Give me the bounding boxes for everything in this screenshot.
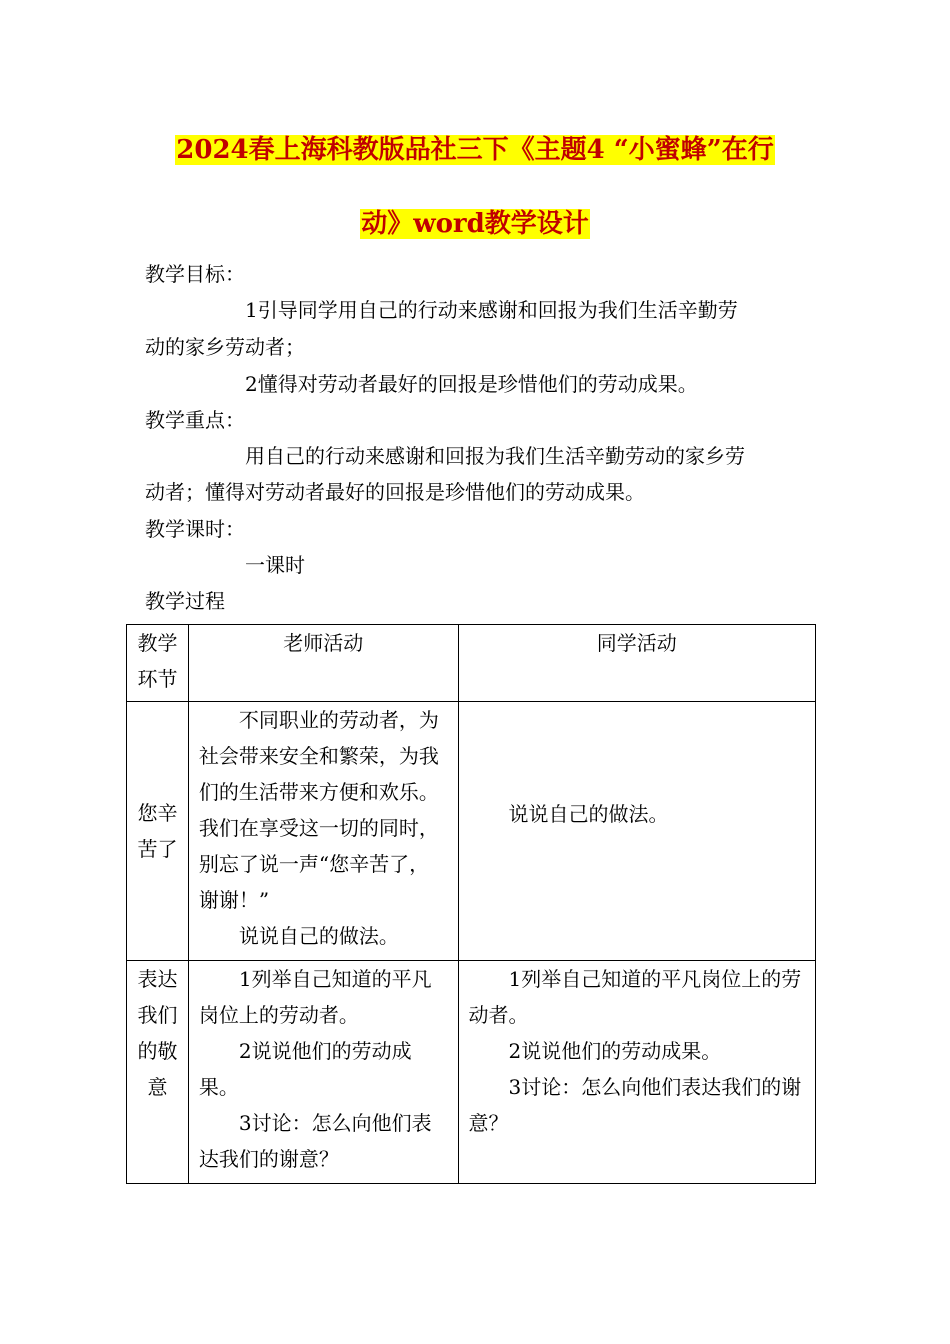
focus-line-2: 动者；懂得对劳动者最好的回报是珍惜他们的劳动成果。 [145, 480, 645, 504]
student-activity-paragraph: 1列举自己知道的平凡岗位上的劳动者。 [468, 967, 802, 1027]
process-label: 教学过程 [145, 589, 225, 613]
row-student-activity [458, 702, 815, 961]
student-activity-paragraph: 说说自己的做法。 [508, 802, 669, 826]
table-row [127, 702, 816, 961]
hours-value: 一课时 [245, 553, 305, 577]
header-stage: 教学环节 [127, 625, 189, 702]
teacher-activity-paragraph: 不同职业的劳动者，为社会带来安全和繁荣，为我们的生活带来方便和欢乐。我们在享受这一切的同时，别忘了说一声“您辛苦了，谢谢！” [198, 708, 439, 912]
goal-item-1-line-1: 1引导同学用自己的行动来感谢和回报为我们生活辛勤劳 [245, 298, 738, 322]
student-activity-paragraph: 3讨论：怎么向他们表达我们的谢意？ [468, 1075, 802, 1135]
header-student: 同学活动 [458, 625, 815, 702]
teacher-activity-paragraph: 3讨论：怎么向他们表达我们的谢意？ [198, 1111, 432, 1171]
table-header-row [127, 625, 816, 702]
row-stage: 表达我们的敬意 [127, 961, 189, 1184]
hours-label: 教学课时： [145, 517, 245, 541]
goal-item-1-line-2: 动的家乡劳动者； [145, 335, 305, 359]
document-title-line-1: 2024春上海科教版品社三下《主题4 “小蜜蜂”在行 [176, 135, 774, 165]
teacher-activity-paragraph: 2说说他们的劳动成果。 [198, 1039, 412, 1099]
teacher-activity-paragraph: 1列举自己知道的平凡岗位上的劳动者。 [198, 967, 432, 1027]
header-teacher: 老师活动 [188, 625, 458, 702]
goals-label: 教学目标： [145, 262, 245, 286]
process-table [126, 624, 816, 1184]
row-stage: 您辛苦了 [127, 702, 189, 961]
table-row [127, 961, 816, 1184]
focus-line-1: 用自己的行动来感谢和回报为我们生活辛勤劳动的家乡劳 [245, 444, 745, 468]
row-student-activity [458, 961, 815, 1184]
row-teacher-activity [188, 702, 458, 961]
student-activity-paragraph: 2说说他们的劳动成果。 [508, 1039, 722, 1063]
teacher-activity-paragraph: 说说自己的做法。 [238, 924, 399, 948]
row-teacher-activity [188, 961, 458, 1184]
goal-item-2: 2懂得对劳动者最好的回报是珍惜他们的劳动成果。 [245, 372, 698, 396]
document-title-line-2: 动》word教学设计 [361, 209, 589, 239]
focus-label: 教学重点： [145, 408, 245, 432]
